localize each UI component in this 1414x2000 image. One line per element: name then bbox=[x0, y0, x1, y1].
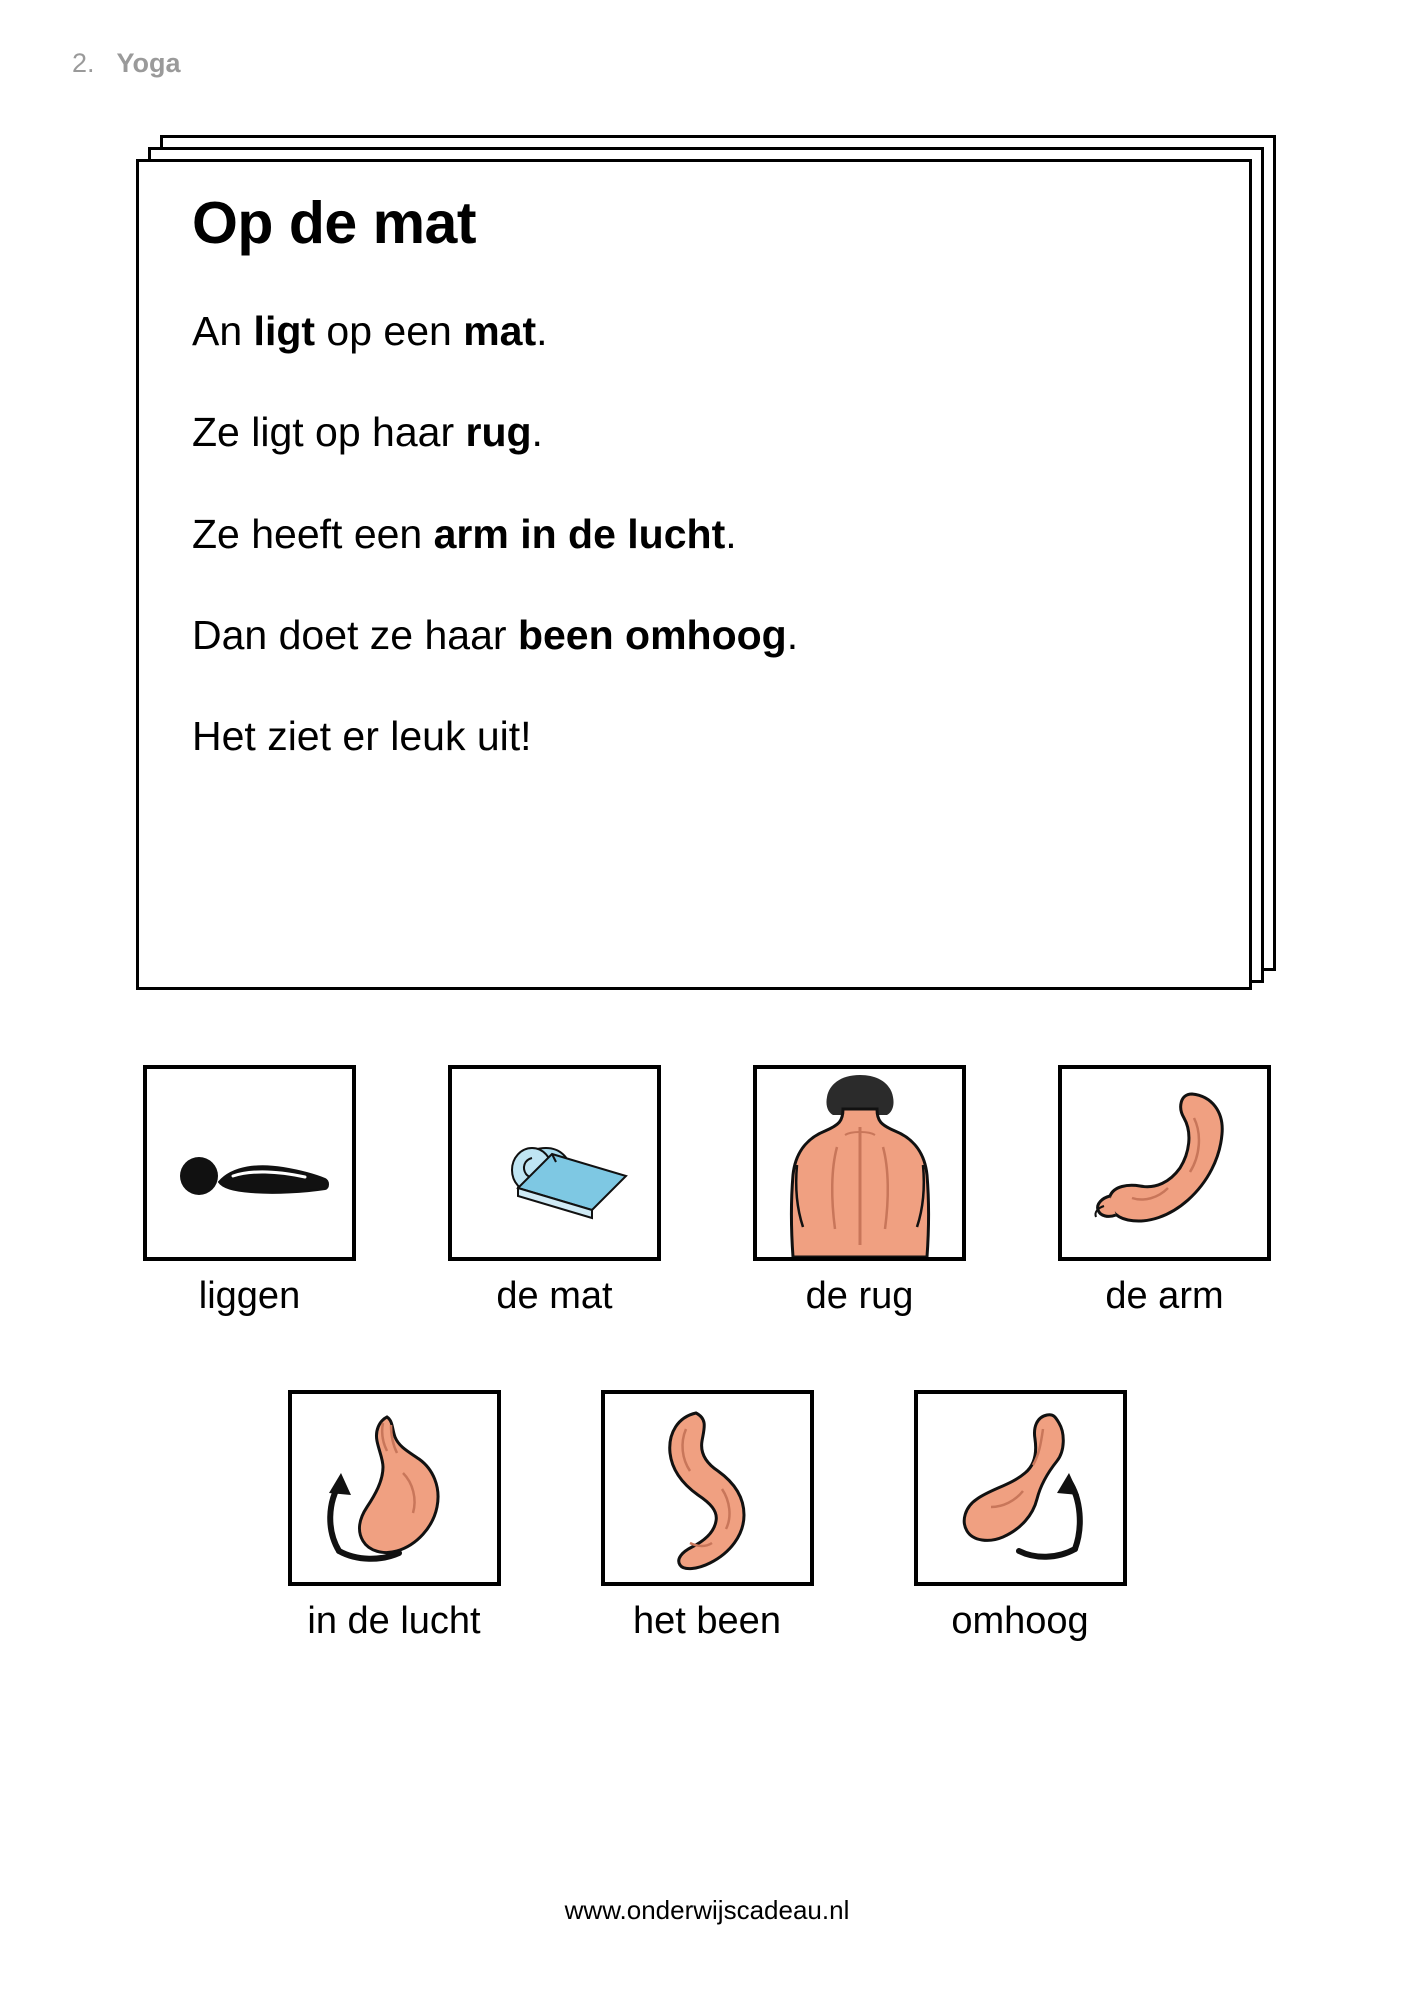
word-card-image-box bbox=[1058, 1065, 1271, 1261]
arm-up-arrow-icon bbox=[299, 1403, 489, 1573]
word-card-label: de arm bbox=[1105, 1275, 1224, 1317]
story-title: Op de mat bbox=[192, 190, 476, 256]
word-card-de-mat[interactable] bbox=[448, 1065, 661, 1318]
word-card-label: omhoog bbox=[951, 1600, 1089, 1642]
story-line: Ze heeft een arm in de lucht. bbox=[192, 510, 737, 557]
word-card-label: liggen bbox=[198, 1275, 301, 1317]
leg-up-arrow-icon bbox=[925, 1403, 1115, 1573]
story-card bbox=[136, 135, 1276, 990]
story-line: Ze ligt op haar rug. bbox=[192, 409, 543, 456]
word-card-label: de rug bbox=[805, 1275, 914, 1317]
word-card-row-1 bbox=[0, 1065, 1414, 1318]
story-line: Het ziet er leuk uit! bbox=[192, 713, 532, 760]
page-header bbox=[72, 48, 181, 79]
word-card-row-2 bbox=[0, 1390, 1414, 1643]
back-torso-icon bbox=[765, 1069, 955, 1257]
word-card-de-rug[interactable] bbox=[753, 1065, 966, 1318]
story-line: An ligt op een mat. bbox=[192, 307, 548, 354]
story-content bbox=[192, 190, 1182, 761]
word-card-liggen[interactable] bbox=[143, 1065, 356, 1318]
page-title: Yoga bbox=[116, 48, 181, 78]
story-line: Dan doet ze haar been omhoog. bbox=[192, 612, 799, 659]
word-card-image-box bbox=[448, 1065, 661, 1261]
word-card-in-de-lucht[interactable] bbox=[288, 1390, 501, 1643]
word-card-image-box bbox=[143, 1065, 356, 1261]
footer bbox=[0, 1895, 1414, 1926]
word-card-image-box bbox=[288, 1390, 501, 1586]
word-card-image-box bbox=[753, 1065, 966, 1261]
leg-icon bbox=[612, 1403, 802, 1573]
word-card-de-arm[interactable] bbox=[1058, 1065, 1271, 1318]
yoga-mat-icon bbox=[460, 1078, 650, 1248]
footer-url: www.onderwijscadeau.nl bbox=[564, 1895, 850, 1925]
word-card-het-been[interactable] bbox=[601, 1390, 814, 1643]
word-card-image-box bbox=[601, 1390, 814, 1586]
word-card-label: de mat bbox=[496, 1275, 613, 1317]
arm-icon bbox=[1070, 1078, 1260, 1248]
header-number: 2. bbox=[72, 48, 95, 78]
lying-person-icon bbox=[155, 1078, 345, 1248]
word-card-label: het been bbox=[633, 1600, 781, 1642]
word-card-image-box bbox=[914, 1390, 1127, 1586]
word-card-omhoog[interactable] bbox=[914, 1390, 1127, 1643]
word-card-label: in de lucht bbox=[307, 1600, 481, 1642]
